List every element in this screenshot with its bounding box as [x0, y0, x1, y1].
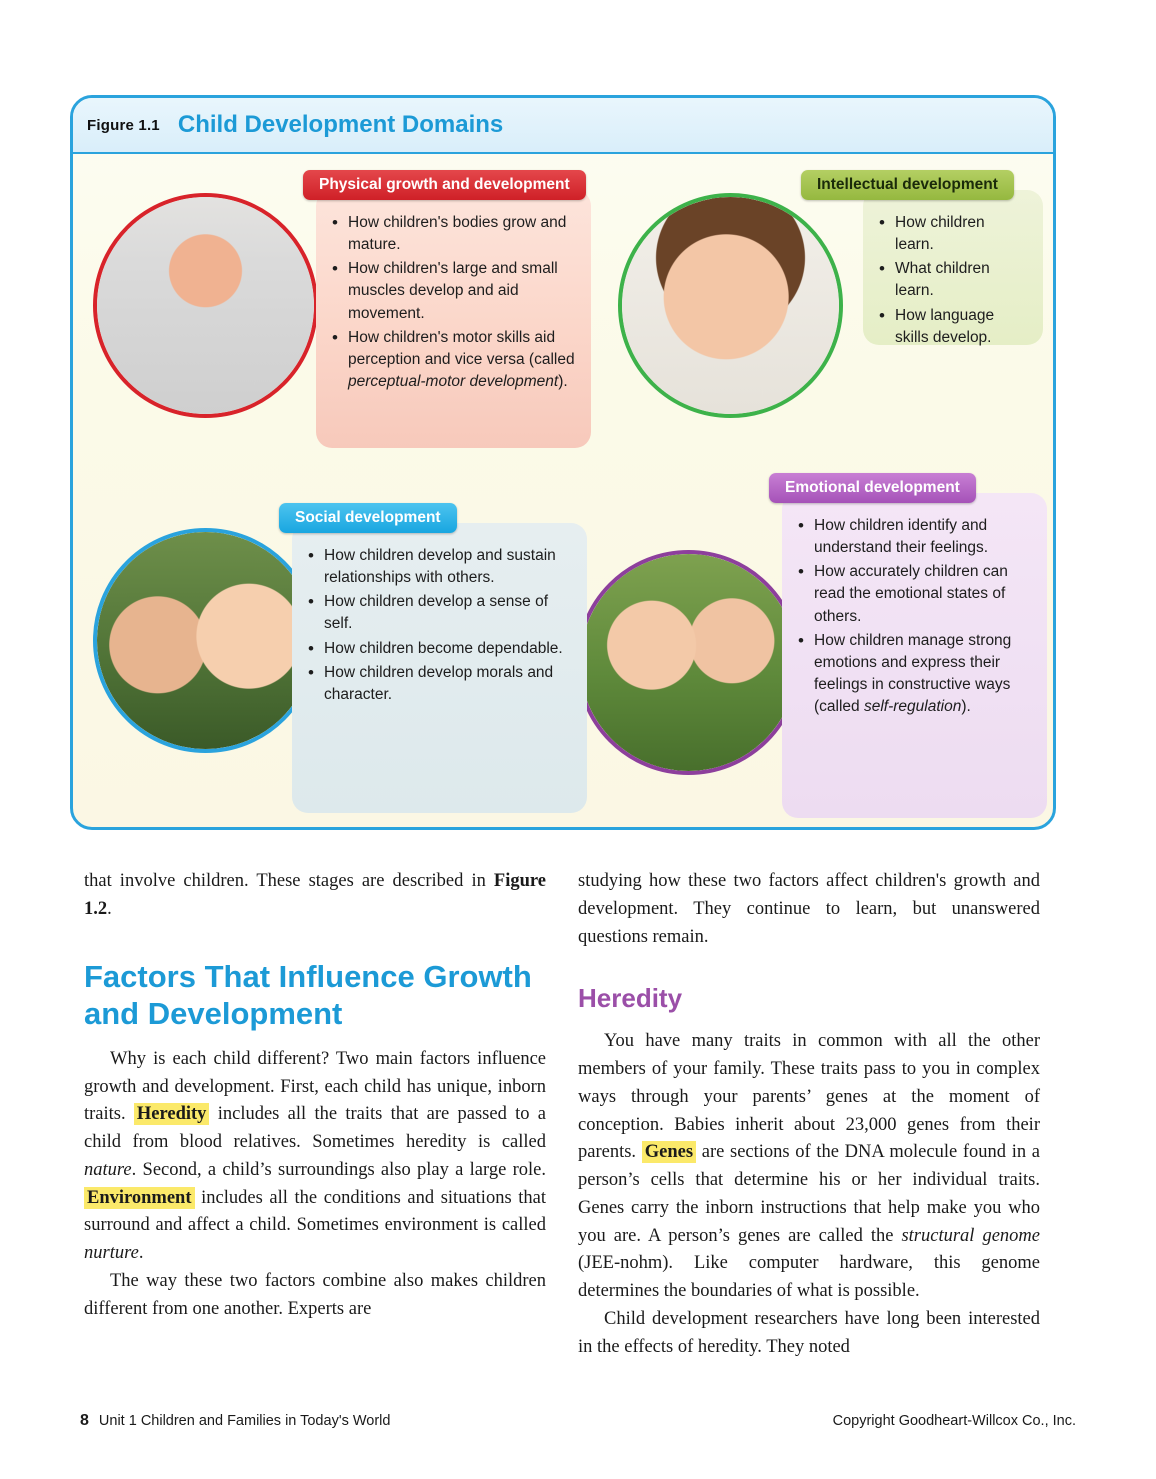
list-item: • How children develop morals and character.: [322, 662, 571, 706]
paragraph: You have many traits in common with all the other members of your family. These traits pass to you in complex ways through your parents’ genes at the moment of conception. Babies inherit about 23,000 genes from their parents. Genes are sections of the DNA molecule found in a person’s cells that determine his or her individual traits. Genes carry the inborn instructions that help make you who you are. A person’s genes are called the structural genome (JEE-nohm). Like computer hardware, this genome determines the boundaries of what is possible.: [578, 1031, 1040, 1301]
list-item: • How language skills develop.: [893, 305, 1027, 349]
figure-box: [70, 95, 1056, 830]
emotional-bullets: [782, 493, 1047, 818]
list-item: • How children develop and sustain relationships with others.: [322, 545, 571, 589]
unit-title: Unit 1 Children and Families in Today's World: [98, 1413, 391, 1429]
paragraph: Child development researchers have long been interested in the effects of heredity. They noted: [578, 1308, 1040, 1357]
emotional-photo: [576, 550, 801, 775]
intellectual-photo: [618, 193, 843, 418]
key-term-environment: Environment: [84, 1187, 195, 1209]
social-photo: [93, 528, 318, 753]
social-bullets: [292, 523, 587, 813]
figure-title: Child Development Domains: [177, 111, 504, 138]
list-item: • How children develop a sense of self.: [322, 591, 571, 635]
paragraph: The way these two factors combine also makes children different from one another. Experts are: [84, 1270, 546, 1319]
italic-term-nurture: nurture: [84, 1243, 139, 1264]
photo-image: [97, 532, 314, 749]
list-item: • How children learn.: [893, 212, 1027, 256]
physical-photo: [93, 193, 318, 418]
list-item: • How children manage strong emotions and express their feelings in constructive ways (called self-regulation).: [812, 630, 1031, 719]
italic-term-structural-genome: structural genome: [901, 1225, 1040, 1246]
list-item: • How children's large and small muscles develop and aid movement.: [346, 258, 575, 324]
intellectual-bullets: [863, 190, 1043, 345]
list-item: • How children identify and understand their feelings.: [812, 515, 1031, 559]
list-item: • How accurately children can read the emotional states of others.: [812, 561, 1031, 627]
social-label: Social development: [279, 503, 457, 533]
figure-number: Figure 1.1: [87, 116, 160, 134]
physical-label: Physical growth and development: [303, 170, 586, 200]
footer-left: [80, 1412, 390, 1430]
photo-image: [622, 197, 839, 414]
list-item: • How children's bodies grow and mature.: [346, 212, 575, 256]
list-item: • What children learn.: [893, 258, 1027, 302]
physical-bullets: [316, 190, 591, 448]
list-item: • How children's motor skills aid perception and vice versa (called perceptual-motor development).: [346, 327, 575, 393]
photo-image: [580, 554, 797, 771]
figure-reference: Figure 1.2: [84, 871, 546, 919]
key-term-heredity: Heredity: [134, 1103, 210, 1125]
figure-header: [73, 98, 1053, 154]
key-term-genes: Genes: [642, 1141, 696, 1163]
page-number: 8: [80, 1412, 89, 1429]
section-heading-heredity: Heredity: [578, 983, 683, 1014]
emotional-label: Emotional development: [769, 473, 976, 503]
page-footer: [80, 1412, 1076, 1430]
list-item: • How children become dependable.: [322, 638, 571, 660]
copyright-notice: Copyright Goodheart-Willcox Co., Inc.: [832, 1413, 1076, 1429]
paragraph: Why is each child different? Two main factors influence growth and development. First, each child has unique, inborn traits. Heredity includes all the traits that are passed to a child from blood relatives. Sometimes heredity is called nature. Second, a child’s surroundings also play a large role. Environment includes all the conditions and situations that surround and affect a child. Sometimes environment is called nurture.: [84, 1048, 546, 1264]
photo-image: [97, 197, 314, 414]
intellectual-label: Intellectual development: [801, 170, 1014, 200]
italic-term-nature: nature: [84, 1159, 132, 1180]
paragraph-continued: that involve children. These stages are described in Figure 1.2.: [84, 871, 546, 919]
body-column-right: [578, 868, 1040, 1361]
section-heading-factors: Factors That Influence Growth and Development: [84, 958, 532, 1031]
body-column-left: [84, 868, 546, 1323]
paragraph-continued: studying how these two factors affect children's growth and development. They continue to learn, but unanswered questions remain.: [578, 871, 1040, 947]
